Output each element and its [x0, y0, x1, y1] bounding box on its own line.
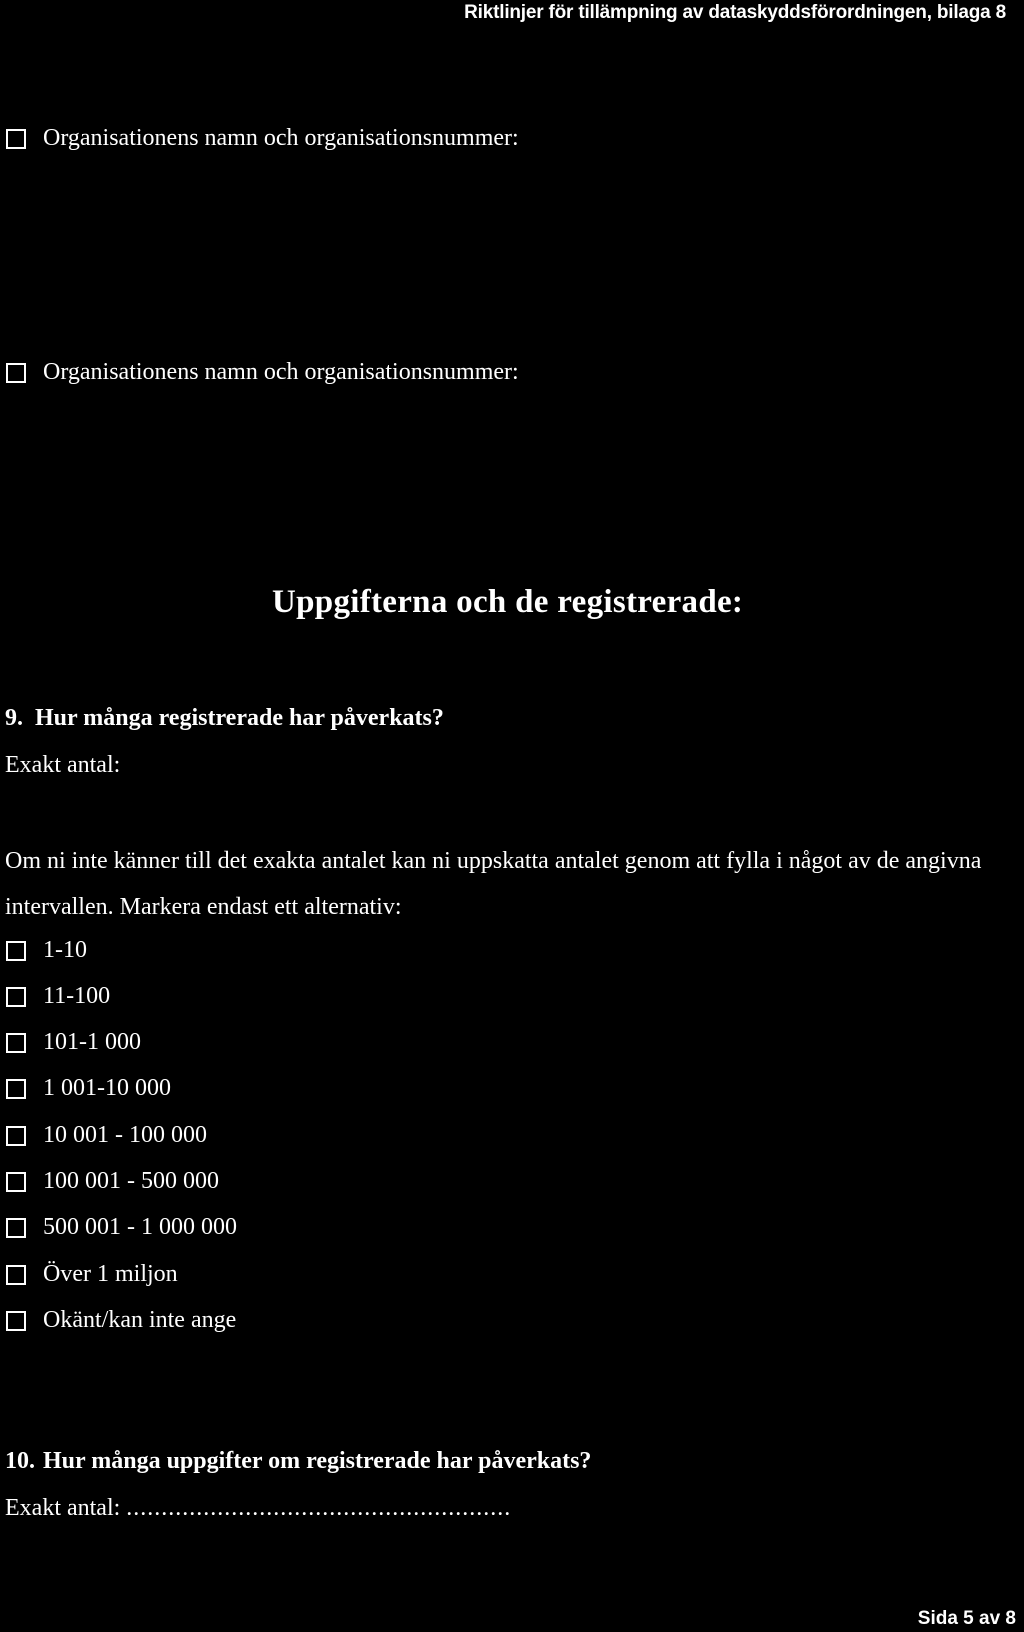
- q9-option-1-label: 1-10: [43, 937, 87, 963]
- org-field-1-checkbox[interactable]: [6, 129, 26, 149]
- q9-option-2[interactable]: [6, 983, 110, 1010]
- q9-option-2-label: 11-100: [43, 983, 111, 1009]
- org-field-1-label: Organisationens namn och organisationsnummer:: [43, 125, 519, 151]
- page-number: Sida 5 av 8: [917, 1608, 1016, 1629]
- q10-exact-count-label: Exakt antal:: [5, 1495, 121, 1521]
- question-9-text: Hur många registrerade har påverkats?: [35, 705, 444, 731]
- q9-option-3[interactable]: [6, 1029, 141, 1056]
- q9-option-4[interactable]: [6, 1075, 171, 1102]
- q10-exact-count-field[interactable]: .......................................................: [126, 1495, 512, 1521]
- org-field-2-checkbox[interactable]: [6, 363, 26, 383]
- q9-option-1[interactable]: [6, 937, 87, 964]
- q9-option-9-checkbox[interactable]: [6, 1311, 26, 1331]
- q9-option-9-label: Okänt/kan inte ange: [43, 1307, 237, 1333]
- org-field-1[interactable]: [6, 125, 519, 152]
- q9-option-9[interactable]: [6, 1307, 236, 1334]
- q9-option-6-checkbox[interactable]: [6, 1172, 26, 1192]
- q9-option-7-checkbox[interactable]: [6, 1218, 26, 1238]
- q9-option-8-label: Över 1 miljon: [43, 1261, 178, 1287]
- question-9: [5, 705, 444, 732]
- q9-option-6-label: 100 001 - 500 000: [43, 1168, 219, 1194]
- q9-option-6[interactable]: [6, 1168, 219, 1195]
- org-field-2[interactable]: [6, 359, 519, 386]
- q9-option-2-checkbox[interactable]: [6, 987, 26, 1007]
- org-field-2-label: Organisationens namn och organisationsnummer:: [43, 359, 519, 385]
- q9-option-8-checkbox[interactable]: [6, 1265, 26, 1285]
- q10-exact-count[interactable]: [5, 1495, 511, 1522]
- question-10-text: Hur många uppgifter om registrerade har påverkats?: [43, 1448, 592, 1474]
- q9-exact-count-label: Exakt antal:: [5, 752, 121, 778]
- q9-option-3-checkbox[interactable]: [6, 1033, 26, 1053]
- q9-option-8[interactable]: [6, 1261, 178, 1288]
- q9-option-4-label: 1 001-10 000: [43, 1075, 171, 1101]
- question-10-number: 10.: [5, 1448, 35, 1474]
- q9-option-5-label: 10 001 - 100 000: [43, 1122, 207, 1148]
- q9-option-3-label: 101-1 000: [43, 1029, 141, 1055]
- question-9-number: 9.: [5, 705, 23, 731]
- q9-instructions: Om ni inte känner till det exakta antalet kan ni uppskatta antalet genom att fylla i något av de angivna intervallen. Markera endast ett alternativ:: [5, 848, 982, 920]
- page-header-title: Riktlinjer för tillämpning av dataskyddsförordningen, bilaga 8: [464, 2, 1006, 23]
- q9-option-5-checkbox[interactable]: [6, 1126, 26, 1146]
- q9-option-7[interactable]: [6, 1214, 237, 1241]
- q9-option-7-label: 500 001 - 1 000 000: [43, 1214, 237, 1240]
- q9-option-4-checkbox[interactable]: [6, 1079, 26, 1099]
- question-10: [5, 1448, 591, 1475]
- section-title: Uppgifterna och de registrerade:: [272, 584, 744, 620]
- q9-option-5[interactable]: [6, 1122, 207, 1149]
- q9-option-1-checkbox[interactable]: [6, 941, 26, 961]
